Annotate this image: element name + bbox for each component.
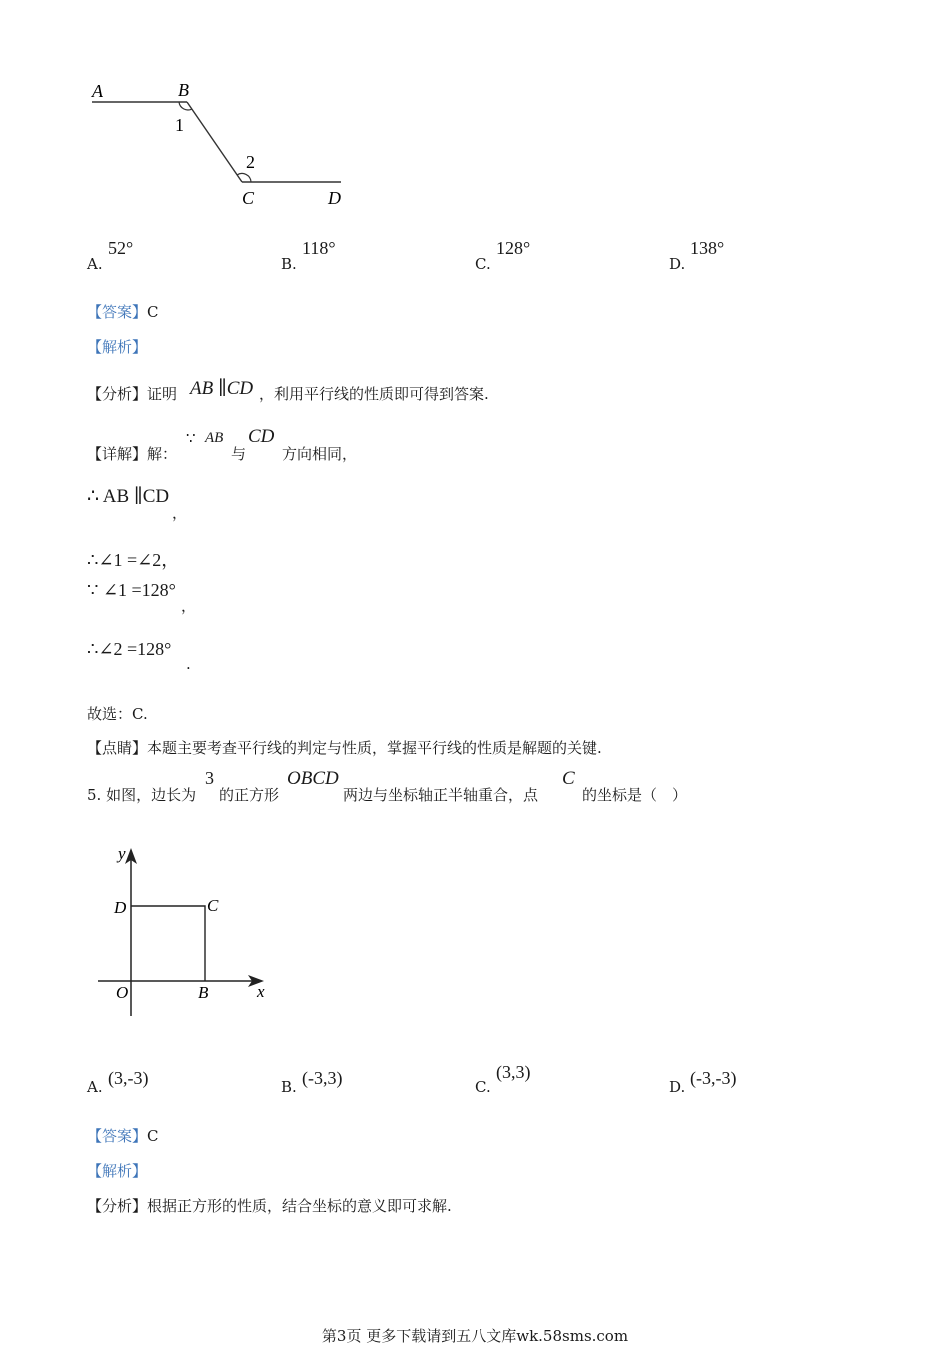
answer-value: C (147, 303, 159, 321)
axis-label-y: y (118, 844, 126, 863)
q5-answer (87, 1125, 159, 1146)
label-angle2: 2 (246, 152, 255, 172)
q4-dianjing (87, 737, 602, 758)
label-c: C (242, 188, 255, 208)
point-d: D (114, 898, 127, 917)
dianjing-tag: 【点睛】 (87, 739, 148, 757)
q5-stem-post: 的坐标是（ ） (582, 786, 688, 804)
option-letter: B. (281, 1078, 297, 1096)
q5-stem-pre: 5. 如图，边长为 (87, 786, 197, 804)
ab-text: AB (205, 430, 224, 446)
dianjing-text: 本题主要考查平行线的判定与性质，掌握平行线的性质是解题的关键. (147, 739, 602, 757)
figure-parallel-lines (80, 75, 360, 215)
fenxi-math: AB ∥CD (190, 378, 254, 399)
q5-side-length: 3 (205, 768, 214, 788)
q4-detail (87, 443, 177, 464)
square-outline (131, 906, 205, 981)
q4-answer (87, 301, 159, 322)
answer-tag: 【答案】 (87, 303, 148, 321)
step-4-period: . (186, 655, 191, 673)
yu-text: 与 (231, 445, 247, 463)
label-angle1: 1 (175, 115, 184, 135)
step-3-comma: ， (181, 597, 197, 615)
point-o: O (116, 983, 129, 1002)
option-letter: A. (87, 255, 103, 273)
segment-bc (187, 102, 242, 182)
step-4: ∴∠2 =128° (87, 639, 172, 659)
option-value: (3,‑3) (108, 1068, 149, 1088)
fenxi-post: ，利用平行线的性质即可得到答案. (259, 385, 489, 403)
option-letter: D. (669, 255, 686, 273)
option-letter: B. (281, 255, 297, 273)
option-value: (‑3,3) (302, 1068, 343, 1088)
q5-square-name: OBCD (287, 768, 339, 789)
q5-analysis-tag: 【解析】 (87, 1162, 148, 1180)
label-a: A (92, 81, 103, 101)
detail-pre: 解： (147, 445, 178, 463)
fenxi-pre: 证明 (147, 385, 178, 403)
q4-fenxi (87, 383, 177, 404)
fenxi-tag: 【分析】 (87, 1197, 148, 1215)
q5-point-c: C (562, 768, 575, 789)
option-letter: D. (669, 1078, 686, 1096)
q4-analysis-tag: 【解析】 (87, 338, 148, 356)
q5-stem-mid1: 的正方形 (219, 786, 280, 804)
answer-value: C (147, 1127, 159, 1145)
option-value: (3,3) (496, 1062, 531, 1082)
figure-coordinate-square (90, 840, 280, 1025)
step-2: ∴∠1 =∠2， (87, 550, 180, 570)
option-letter: A. (87, 1078, 103, 1096)
because-symbol: ∵ (186, 429, 196, 447)
step-3: ∵ ∠1 =128° (87, 580, 176, 600)
option-value: 118° (302, 238, 336, 258)
option-value: (‑3,‑3) (690, 1068, 737, 1088)
fenxi-text: 根据正方形的性质，结合坐标的意义即可求解. (147, 1197, 452, 1215)
label-b: B (178, 80, 189, 100)
fenxi-tag: 【分析】 (87, 385, 148, 403)
option-value: 138° (690, 238, 725, 258)
step-1-comma: ， (172, 504, 188, 522)
label-d: D (328, 188, 341, 208)
page-footer: 第3页 更多下载请到五八文库wk.58sms.com (321, 1327, 629, 1345)
step-1: ∴ AB ∥CD (87, 486, 170, 507)
point-b: B (198, 983, 209, 1002)
detail-tag: 【详解】 (87, 445, 148, 463)
option-value: 128° (496, 238, 531, 258)
q5-fenxi (87, 1195, 452, 1216)
option-value: 52° (108, 238, 134, 258)
detail-post: 方向相同， (282, 445, 358, 463)
cd-text: CD (248, 426, 275, 447)
option-letter: C. (475, 1078, 491, 1096)
answer-tag: 【答案】 (87, 1127, 148, 1145)
q5-stem-mid2: 两边与坐标轴正半轴重合，点 (343, 786, 539, 804)
point-c: C (207, 896, 219, 915)
option-letter: C. (475, 255, 491, 273)
axis-label-x: x (257, 982, 265, 1001)
q4-guxuan: 故选：C. (87, 705, 148, 723)
